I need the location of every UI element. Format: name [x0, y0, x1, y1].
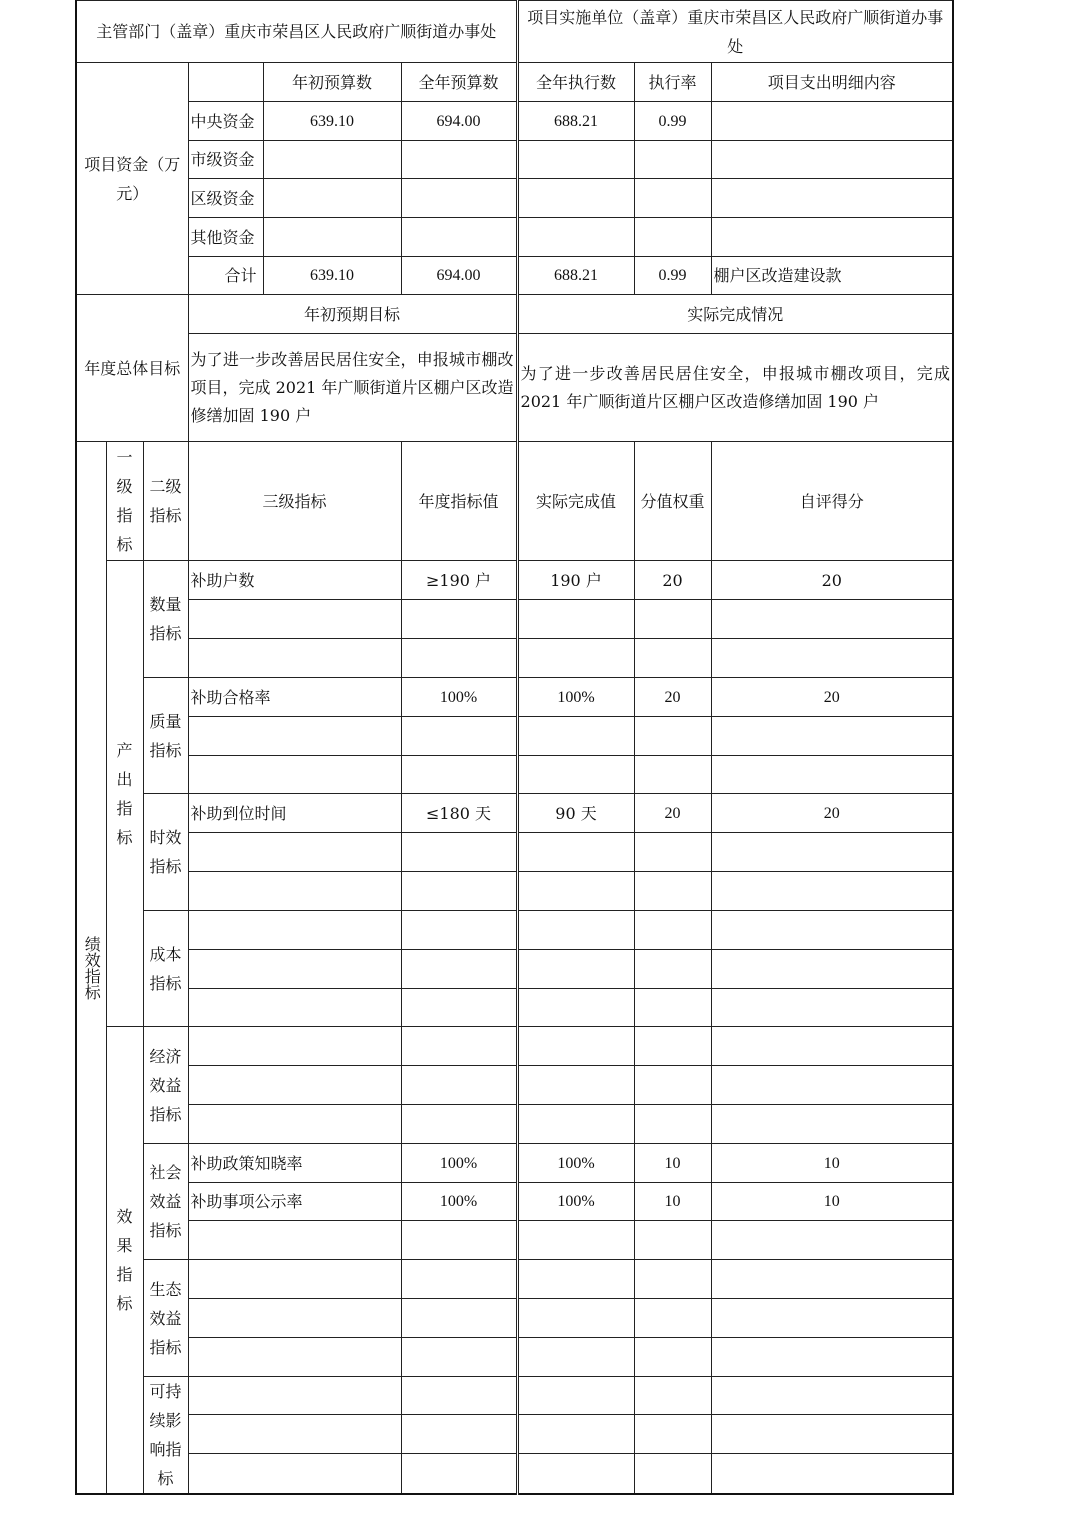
- actual-header: 实际完成值: [517, 442, 634, 561]
- indicator-actual: 100%: [517, 1144, 634, 1183]
- indicator-row: [76, 1377, 953, 1415]
- fund-name: 区级资金: [188, 179, 263, 218]
- fund-rate: 0.99: [634, 102, 711, 141]
- fund-annual: [401, 179, 517, 218]
- fund-rate: [634, 141, 711, 179]
- indicator-target: ≤180 天: [401, 794, 517, 833]
- economic-indicator-label: 经济效益指标: [143, 1027, 188, 1144]
- fund-rate: [634, 179, 711, 218]
- fund-name: 合计: [188, 257, 263, 295]
- sustainable-indicator-label: 可持续影响指标: [143, 1377, 188, 1495]
- indicator-name: 补助到位时间: [188, 794, 401, 833]
- indicator-row: [76, 872, 953, 911]
- fund-name: 中央资金: [188, 102, 263, 141]
- target-header: 年度指标值: [401, 442, 517, 561]
- indicator-row: [76, 756, 953, 794]
- indicator-actual: 100%: [517, 1183, 634, 1221]
- fund-annual: 694.00: [401, 102, 517, 141]
- actual-goal-header: 实际完成情况: [517, 295, 953, 334]
- indicator-row: [76, 1415, 953, 1454]
- fund-detail: 棚户区改造建设款: [711, 257, 953, 295]
- timeliness-indicator-label: 时效指标: [143, 794, 188, 911]
- indicator-row: [76, 1027, 953, 1066]
- indicator-row: [76, 911, 953, 950]
- level2-header: 二级指标: [143, 442, 188, 561]
- cost-indicator-label: 成本指标: [143, 911, 188, 1027]
- fund-annual: [401, 141, 517, 179]
- indicator-weight: 20: [634, 678, 711, 717]
- expected-goal-text: 为了进一步改善居民居住安全，申报城市棚改项目，完成 2021 年广顺街道片区棚户区改造修缮加固 190 户: [188, 334, 517, 442]
- fund-executed: 688.21: [517, 257, 634, 295]
- performance-evaluation-table: [75, 0, 954, 1495]
- indicator-name: 补助合格率: [188, 678, 401, 717]
- col-annual-executed: 全年执行数: [517, 63, 634, 102]
- indicator-score: 20: [711, 794, 953, 833]
- indicator-score: 20: [711, 678, 953, 717]
- funds-row: [76, 179, 953, 218]
- indicator-row: [76, 1454, 953, 1494]
- score-header: 自评得分: [711, 442, 953, 561]
- indicator-name: 补助政策知晓率: [188, 1144, 401, 1183]
- indicator-actual: 90 天: [517, 794, 634, 833]
- fund-detail: [711, 141, 953, 179]
- fund-initial: 639.10: [263, 102, 401, 141]
- funds-corner-cell: [188, 63, 263, 102]
- fund-rate: [634, 218, 711, 257]
- fund-rate: 0.99: [634, 257, 711, 295]
- indicator-target: 100%: [401, 1144, 517, 1183]
- indicator-actual: 100%: [517, 678, 634, 717]
- indicator-row: [76, 989, 953, 1027]
- indicator-row: [76, 794, 953, 833]
- indicator-row: [76, 1221, 953, 1260]
- fund-executed: [517, 141, 634, 179]
- weight-header: 分值权重: [634, 442, 711, 561]
- fund-detail: [711, 218, 953, 257]
- indicator-name: 补助户数: [188, 561, 401, 600]
- indicator-row: [76, 1299, 953, 1338]
- indicator-target: 100%: [401, 678, 517, 717]
- indicator-row: [76, 1144, 953, 1183]
- fund-detail: [711, 179, 953, 218]
- funds-section-label: 项目资金（万元）: [76, 63, 188, 295]
- performance-indicator-text: 绩效指标: [82, 935, 102, 1000]
- funds-row: [76, 218, 953, 257]
- fund-executed: 688.21: [517, 102, 634, 141]
- quality-indicator-label: 质量指标: [143, 678, 188, 794]
- performance-indicator-label: [76, 442, 106, 1495]
- indicator-weight: 20: [634, 794, 711, 833]
- indicator-weight: 20: [634, 561, 711, 600]
- col-execution-rate: 执行率: [634, 63, 711, 102]
- indicator-row: [76, 639, 953, 678]
- fund-name: 其他资金: [188, 218, 263, 257]
- indicator-row: [76, 833, 953, 872]
- social-indicator-label: 社会效益指标: [143, 1144, 188, 1260]
- funds-row: [76, 102, 953, 141]
- fund-executed: [517, 218, 634, 257]
- level3-header: 三级指标: [188, 442, 401, 561]
- indicator-actual: 190 户: [517, 561, 634, 600]
- indicator-score: 10: [711, 1144, 953, 1183]
- actual-goal-text: 为了进一步改善居民居住安全，申报城市棚改项目，完成 2021 年广顺街道片区棚户区改造修缮加固 190 户: [517, 334, 953, 442]
- fund-initial: [263, 179, 401, 218]
- ecological-indicator-label: 生态效益指标: [143, 1260, 188, 1377]
- indicator-row: [76, 1105, 953, 1144]
- indicator-row: [76, 950, 953, 989]
- indicator-target: 100%: [401, 1183, 517, 1221]
- indicator-row: [76, 678, 953, 717]
- indicator-row: [76, 1338, 953, 1377]
- indicator-row: [76, 561, 953, 600]
- fund-initial: 639.10: [263, 257, 401, 295]
- fund-annual: 694.00: [401, 257, 517, 295]
- indicator-row: [76, 1260, 953, 1299]
- indicator-row: [76, 600, 953, 639]
- indicator-row: [76, 1066, 953, 1105]
- expected-goal-header: 年初预期目标: [188, 295, 517, 334]
- supervising-department: 主管部门（盖章）重庆市荣昌区人民政府广顺街道办事处: [76, 1, 517, 63]
- funds-row: [76, 141, 953, 179]
- quantity-indicator-label: 数量指标: [143, 561, 188, 678]
- indicator-row: [76, 1183, 953, 1221]
- indicator-weight: 10: [634, 1144, 711, 1183]
- level1-header: 一级指标: [106, 442, 143, 561]
- goals-section-label: 年度总体目标: [76, 295, 188, 442]
- implementing-unit: 项目实施单位（盖章）重庆市荣昌区人民政府广顺街道办事处: [517, 1, 953, 63]
- col-initial-budget: 年初预算数: [263, 63, 401, 102]
- funds-total-row: [76, 257, 953, 295]
- fund-initial: [263, 141, 401, 179]
- output-indicator-label: 产出指标: [106, 561, 143, 1027]
- col-expense-detail: 项目支出明细内容: [711, 63, 953, 102]
- indicator-score: 20: [711, 561, 953, 600]
- fund-detail: [711, 102, 953, 141]
- fund-initial: [263, 218, 401, 257]
- fund-executed: [517, 179, 634, 218]
- indicator-row: [76, 717, 953, 756]
- effect-indicator-label: 效果指标: [106, 1027, 143, 1495]
- indicator-score: 10: [711, 1183, 953, 1221]
- col-annual-budget: 全年预算数: [401, 63, 517, 102]
- indicator-name: 补助事项公示率: [188, 1183, 401, 1221]
- indicator-target: ≥190 户: [401, 561, 517, 600]
- fund-annual: [401, 218, 517, 257]
- fund-name: 市级资金: [188, 141, 263, 179]
- indicator-weight: 10: [634, 1183, 711, 1221]
